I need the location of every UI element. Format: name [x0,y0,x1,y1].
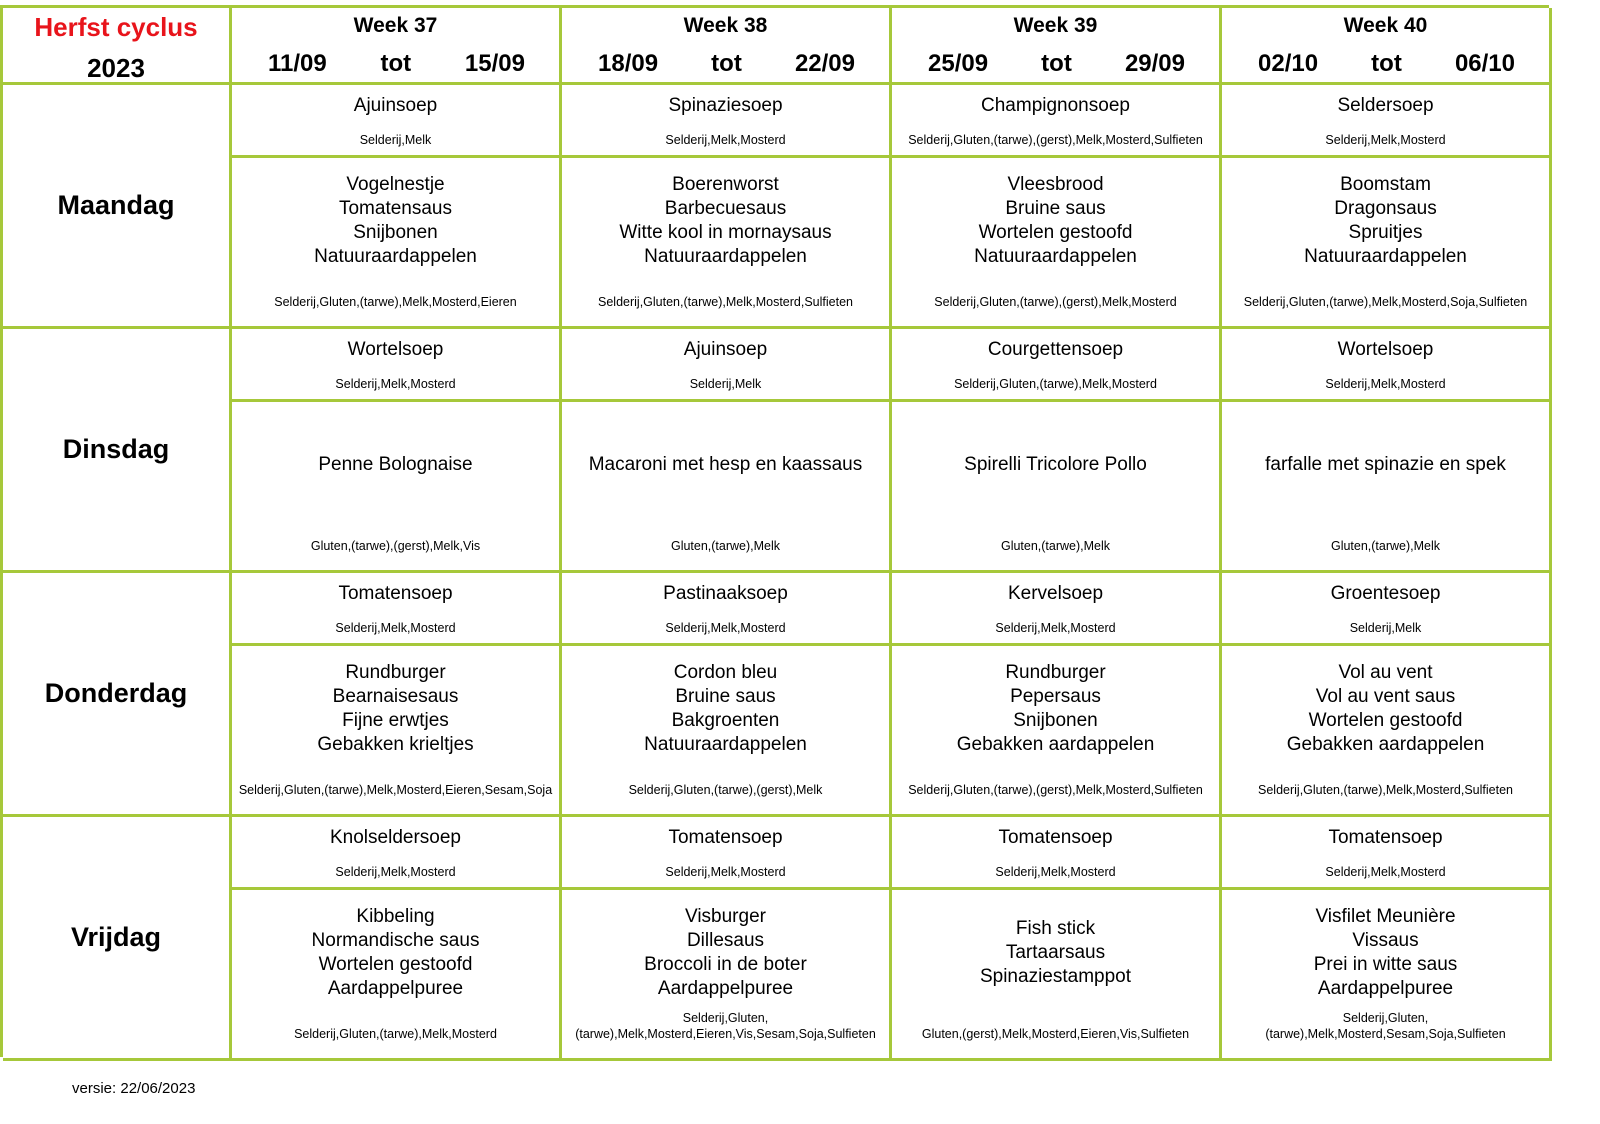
soup-section [562,573,889,646]
meal-cell [1222,817,1552,1061]
main-course-section [232,890,559,1058]
main-course-items [589,406,863,524]
main-course-section [562,646,889,814]
meal-cell [562,85,892,329]
main-course-item: Spirelli Tricolore Pollo [964,454,1147,475]
main-course-allergens: Gluten,(tarwe),Melk [1000,539,1111,553]
main-course-allergens: Gluten,(tarwe),(gerst),Melk,Vis [310,539,481,553]
week-dates [232,50,559,78]
main-course-item: Snijbonen [1013,710,1098,731]
meal-cell [1222,573,1552,817]
main-course-items [314,162,477,280]
main-course-item: Natuuraardappelen [644,734,807,755]
soup-section [892,329,1219,402]
meal-cell [562,329,892,573]
main-course-item: Vol au vent saus [1315,686,1456,707]
main-course-section [562,158,889,326]
week-header [892,8,1222,85]
main-course-section [892,890,1219,1058]
soup-section [232,85,559,158]
main-course-item: Tomatensaus [338,198,452,219]
main-course-items [1314,894,1458,1012]
soup-section [232,817,559,890]
soup-name: Groentesoep [1330,583,1441,604]
main-course-items [644,650,807,768]
main-course-items [312,894,480,1012]
main-course-item: Wortelen gestoofd [978,222,1133,243]
week-end-date: 22/09 [794,50,855,77]
main-course-allergens: Selderij,Gluten,(tarwe),(gerst),Melk,Mosterd,Sulfieten [908,783,1203,797]
main-course-allergens: Selderij,Gluten,(tarwe),(gerst),Melk [628,783,823,797]
week-title: Week 40 [1343,14,1428,37]
soup-allergens: Selderij,Melk,Mosterd [995,621,1116,635]
main-course-items [974,162,1137,280]
main-course-item: Dillesaus [686,930,765,951]
main-course-allergens: Selderij,Gluten,(tarwe),Melk,Mosterd,Eieren,Sesam,Soja [238,783,553,797]
main-course-items [1287,650,1485,768]
day-label: Maandag [3,85,232,329]
main-course-section [232,646,559,814]
main-course-allergens: Gluten,(tarwe),Melk [1330,539,1441,553]
cycle-title: Herfst cyclus [34,12,198,42]
meal-cell [232,817,562,1061]
main-course-item: Cordon bleu [673,662,778,683]
soup-allergens: Selderij,Melk,Mosterd [665,621,786,635]
main-course-allergens: Selderij,Gluten,(tarwe),Melk,Mosterd,Sulfieten [598,295,853,309]
main-course-section [1222,890,1549,1058]
main-course-allergens: Gluten,(tarwe),Melk [670,539,781,553]
version-note: versie: 22/06/2023 [72,1080,196,1097]
main-course-item: Dragonsaus [1334,198,1437,219]
meal-cell [232,573,562,817]
main-course-item: Pepersaus [1010,686,1101,707]
day-label: Vrijdag [3,817,232,1061]
soup-section [1222,85,1549,158]
main-course-allergens: Selderij,Gluten,(tarwe),(gerst),Melk,Mosterd [934,295,1177,309]
main-course-item: Bruine saus [675,686,776,707]
soup-allergens: Selderij,Melk [359,133,432,147]
main-course-item: Witte kool in mornaysaus [619,222,832,243]
main-course-item: Visfilet Meunière [1315,906,1456,927]
week-end-date: 29/09 [1124,50,1185,77]
main-course-section [562,402,889,570]
soup-section [1222,329,1549,402]
soup-name: Pastinaaksoep [663,583,788,604]
cycle-year: 2023 [87,53,145,83]
main-course-allergens: Selderij,Gluten,(tarwe),Melk,Mosterd,Sulfieten [1258,783,1513,797]
soup-allergens: Selderij,Melk,Mosterd [335,377,456,391]
main-course-item: Bearnaisesaus [332,686,459,707]
main-course-item: Aardappelpuree [657,978,794,999]
soup-section [562,817,889,890]
soup-name: Wortelsoep [347,339,444,360]
main-course-section [232,158,559,326]
week-end-date: 06/10 [1454,50,1515,77]
main-course-section [892,402,1219,570]
main-course-item: Natuuraardappelen [1304,246,1467,267]
main-course-section [562,890,889,1058]
main-course-items [318,406,472,524]
header-corner [3,8,232,85]
main-course-items [957,650,1155,768]
soup-allergens: Selderij,Melk,Mosterd [1325,133,1446,147]
soup-name: Kervelsoep [1007,583,1104,604]
main-course-section [892,158,1219,326]
meal-cell [1222,329,1552,573]
week-date-separator: tot [380,50,412,77]
meal-cell [1222,85,1552,329]
main-course-items [1265,406,1506,524]
main-course-section [232,402,559,570]
soup-allergens: Selderij,Melk,Mosterd [1325,377,1446,391]
main-course-allergens: Selderij,Gluten,(tarwe),Melk,Mosterd [294,1027,497,1041]
soup-section [1222,573,1549,646]
main-course-items [619,162,831,280]
week-start-date: 02/10 [1258,50,1319,77]
soup-allergens: Selderij,Melk [689,377,762,391]
soup-name: Seldersoep [1337,95,1434,116]
main-course-section [1222,158,1549,326]
day-label: Dinsdag [3,329,232,573]
main-course-item: Visburger [685,906,766,927]
soup-allergens: Selderij,Melk [1349,621,1422,635]
week-date-separator: tot [1041,50,1072,77]
meal-cell [892,573,1222,817]
main-course-item: Vogelnestje [346,174,445,195]
week-dates [562,50,889,78]
soup-name: Wortelsoep [1337,339,1434,360]
soup-name: Tomatensoep [1328,827,1443,848]
meal-cell [892,817,1222,1061]
soup-section [892,817,1219,890]
week-title: Week 39 [1013,14,1098,37]
soup-section [892,85,1219,158]
meal-cell [892,85,1222,329]
main-course-item: Vleesbrood [1007,174,1104,195]
meal-cell [562,573,892,817]
soup-allergens: Selderij,Melk,Mosterd [335,621,456,635]
main-course-item: Barbecuesaus [664,198,787,219]
week-header [232,8,562,85]
soup-section [232,329,559,402]
meal-cell [232,329,562,573]
main-course-item: Rundburger [1005,662,1106,683]
main-course-item: Gebakken aardappelen [956,734,1155,755]
main-course-allergens: Selderij,Gluten,(tarwe),Melk,Mosterd,Sesam,Soja,Sulfieten [1265,1011,1506,1041]
main-course-item: Vol au vent [1338,662,1433,683]
main-course-item: Bakgroenten [671,710,780,731]
main-course-items [964,406,1147,524]
main-course-item: Wortelen gestoofd [318,954,473,975]
week-dates [1222,50,1549,78]
main-course-item: Prei in witte saus [1313,954,1458,975]
main-course-section [1222,646,1549,814]
main-course-item: Natuuraardappelen [644,246,807,267]
main-course-items [644,894,807,1012]
soup-section [1222,817,1549,890]
main-course-item: Tartaarsaus [1005,942,1106,963]
main-course-item: Natuuraardappelen [974,246,1137,267]
soup-name: Courgettensoep [987,339,1124,360]
soup-allergens: Selderij,Melk,Mosterd [665,865,786,879]
soup-allergens: Selderij,Gluten,(tarwe),(gerst),Melk,Mosterd,Sulfieten [908,133,1203,147]
soup-section [232,573,559,646]
meal-cell [892,329,1222,573]
soup-name: Tomatensoep [668,827,783,848]
main-course-item: Boerenworst [672,174,779,195]
week-start-date: 18/09 [598,50,659,77]
main-course-item: Vissaus [1352,930,1419,951]
main-course-item: Fish stick [1015,918,1096,939]
main-course-allergens: Selderij,Gluten,(tarwe),Melk,Mosterd,Eieren,Vis,Sesam,Soja,Sulfieten [575,1011,876,1041]
soup-allergens: Selderij,Melk,Mosterd [995,865,1116,879]
soup-name: Champignonsoep [981,95,1130,116]
week-start-date: 25/09 [928,50,989,77]
main-course-allergens: Gluten,(gerst),Melk,Mosterd,Eieren,Vis,Sulfieten [921,1027,1190,1041]
main-course-item: Fijne erwtjes [342,710,449,731]
main-course-item: Normandische saus [311,930,480,951]
main-course-item: Rundburger [345,662,446,683]
main-course-section [892,646,1219,814]
day-label: Donderdag [3,573,232,817]
week-header [562,8,892,85]
menu-table [0,5,1549,1057]
soup-allergens: Selderij,Melk,Mosterd [665,133,786,147]
main-course-items [1304,162,1467,280]
soup-allergens: Selderij,Gluten,(tarwe),Melk,Mosterd [954,377,1157,391]
main-course-item: farfalle met spinazie en spek [1265,454,1506,475]
meal-cell [562,817,892,1061]
week-title: Week 37 [353,14,438,37]
meal-cell [232,85,562,329]
main-course-item: Boomstam [1340,174,1431,195]
soup-section [562,329,889,402]
main-course-section [1222,402,1549,570]
main-course-item: Spruitjes [1348,222,1423,243]
soup-allergens: Selderij,Melk,Mosterd [1325,865,1446,879]
soup-section [892,573,1219,646]
week-end-date: 15/09 [464,50,525,77]
main-course-item: Natuuraardappelen [314,246,477,267]
week-dates [892,50,1219,78]
main-course-item: Gebakken aardappelen [1286,734,1485,755]
main-course-allergens: Selderij,Gluten,(tarwe),Melk,Mosterd,Soja,Sulfieten [1243,295,1528,309]
week-header [1222,8,1552,85]
main-course-item: Gebakken krieltjes [317,734,474,755]
soup-name: Ajuinsoep [683,339,768,360]
main-course-item: Snijbonen [353,222,438,243]
week-date-separator: tot [711,50,742,77]
soup-name: Knolseldersoep [330,827,461,848]
soup-name: Tomatensoep [338,583,453,604]
main-course-item: Aardappelpuree [327,978,464,999]
soup-allergens: Selderij,Melk,Mosterd [335,865,456,879]
main-course-item: Wortelen gestoofd [1308,710,1463,731]
soup-name: Ajuinsoep [353,95,438,116]
soup-section [562,85,889,158]
soup-name: Tomatensoep [998,827,1113,848]
main-course-items [317,650,473,768]
main-course-item: Penne Bolognaise [318,454,473,475]
main-course-items [980,894,1131,1012]
soup-name: Spinaziesoep [668,95,783,116]
main-course-item: Spinaziestamppot [979,966,1132,987]
week-date-separator: tot [1371,50,1402,77]
week-title: Week 38 [683,14,768,37]
week-start-date: 11/09 [268,50,327,77]
main-course-item: Macaroni met hesp en kaassaus [588,454,863,475]
main-course-item: Bruine saus [1005,198,1106,219]
main-course-allergens: Selderij,Gluten,(tarwe),Melk,Mosterd,Eieren [274,295,517,309]
main-course-item: Aardappelpuree [1317,978,1454,999]
main-course-item: Broccoli in de boter [644,954,807,975]
main-course-item: Kibbeling [356,906,435,927]
